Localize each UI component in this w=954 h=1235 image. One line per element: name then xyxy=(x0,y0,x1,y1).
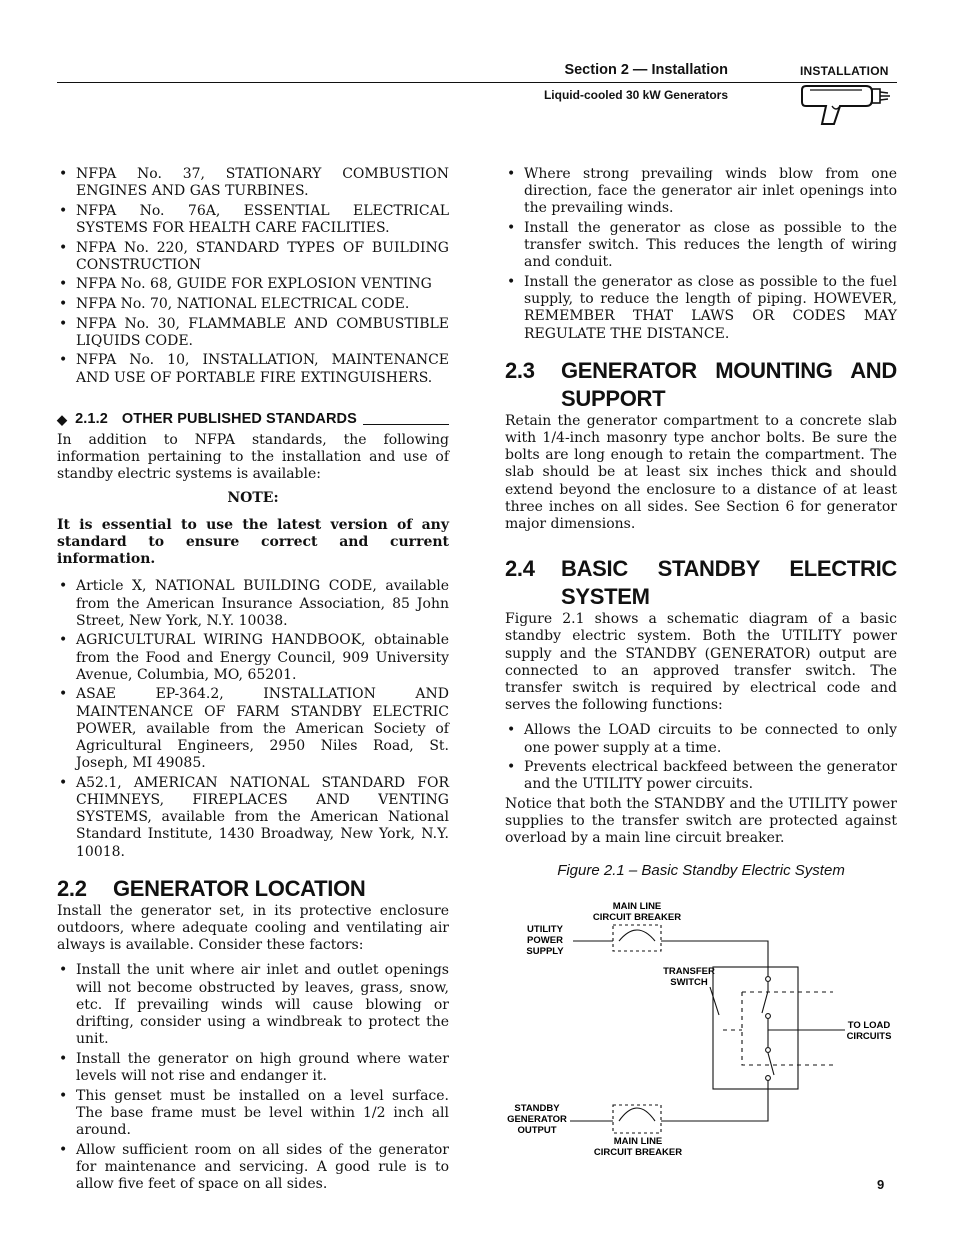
diagram-label-main-breaker-bottom: CIRCUIT BREAKER xyxy=(593,1147,683,1158)
subsection-intro: In addition to NFPA standards, the following information pertaining to the installation and use of standby electric systems is available: xyxy=(57,431,449,483)
utility-breaker-arc xyxy=(619,930,655,941)
page-number: 9 xyxy=(877,1177,885,1192)
standby-system-diagram xyxy=(505,895,905,1165)
diagram-label-standby: STANDBY xyxy=(514,1103,560,1114)
nfpa-list xyxy=(57,166,449,387)
subsection-heading xyxy=(57,411,449,428)
location-factors-continued-list xyxy=(505,166,897,343)
diagram-label-standby: OUTPUT xyxy=(517,1125,557,1136)
section-number: 2.2 xyxy=(57,875,87,901)
diagram-label-main-breaker-bottom: MAIN LINE xyxy=(613,1136,663,1147)
diamond-bullet-icon: ◆ xyxy=(57,411,68,427)
section-title: GENERATOR LOCATION xyxy=(113,875,366,901)
header-subtitle: Liquid-cooled 30 kW Generators xyxy=(543,88,728,102)
lower-switch-blade xyxy=(768,1053,774,1075)
list-item: • A52.1, AMERICAN NATIONAL STANDARD FOR CHIMNEYS, FIREPLACES AND VENTING SYSTEMS, available from the American National Standard Institute, 1430 Broadway, New York, N.Y. 10018. xyxy=(57,775,449,861)
list-item: • NFPA No. 30, FLAMMABLE AND COMBUSTIBLE LIQUIDS CODE. xyxy=(57,316,449,350)
section-2-3-body: Retain the generator compartment to a concrete slab with 1/4-inch masonry type anchor bolts. Be sure the bolts are long enough to retain the compartment. The slab should be at least six inches thick and should extend beyond the enclosure to a distance of at least three inches on all sides. See Section 6 for generator major dimensions. xyxy=(505,412,897,533)
note-heading: NOTE: xyxy=(227,489,279,506)
section-2-4-intro: Figure 2.1 shows a schematic diagram of a basic standby electric system. Both the UTILITY power supply and the STANDBY (GENERATOR) output are connected to an approved transfer switch. The transfer switch is required by electrical code and serves the following functions: xyxy=(505,611,897,714)
list-item: • NFPA No. 68, GUIDE FOR EXPLOSION VENTING xyxy=(57,276,449,293)
subsection-title: OTHER PUBLISHED STANDARDS xyxy=(121,410,357,427)
generator-breaker-arc xyxy=(619,1108,655,1121)
diagram-label-utility: UTILITY xyxy=(527,924,563,935)
switch-contact xyxy=(766,1048,771,1053)
diagram-label-load: CIRCUITS xyxy=(846,1031,892,1042)
section-2-2-intro: Install the generator set, in its protective enclosure outdoors, where adequate cooling and ventilating air always is available. Consider these factors: xyxy=(57,902,449,954)
switch-contact xyxy=(766,1076,771,1081)
transfer-switch-box xyxy=(713,967,798,1089)
transfer-switch-functions-list xyxy=(505,722,897,793)
location-factors-list xyxy=(57,962,449,1193)
list-item: • Article X, NATIONAL BUILDING CODE, available from the American Insurance Association, 85 John Street, New York, N.Y. 10038. xyxy=(57,578,449,630)
section-number: 2.3 xyxy=(505,357,535,383)
list-item: • Install the generator as close as possible to the transfer switch. This reduces the length of wiring and conduit. xyxy=(505,220,897,272)
list-item: • Install the generator on high ground where water levels will not rise and endanger it. xyxy=(57,1051,449,1085)
diagram-label-main-breaker-top: MAIN LINE xyxy=(612,901,662,912)
left-column xyxy=(57,166,449,1196)
load-output-line xyxy=(768,1019,845,1030)
upper-switch-blade xyxy=(762,982,768,1013)
diagram-label-standby: GENERATOR xyxy=(507,1114,567,1125)
section-number: 2.4 xyxy=(505,556,535,582)
mechanical-interlock xyxy=(723,992,833,1065)
list-item: • ASAE EP-364.2, INSTALLATION AND MAINTENANCE OF FARM STANDBY ELECTRIC POWER, available from the American Society of Agricultural Engineers, 2950 Niles Road, St. Joseph, MI 49085. xyxy=(57,686,449,772)
switch-contact xyxy=(766,977,771,982)
list-item: • Install the unit where air inlet and outlet openings will not become obstructed by leaves, grass, snow, etc. If prevailing winds will cause blowing or drifting, consider using a windbreak to protect the unit. xyxy=(57,962,449,1048)
list-item: • Allow sufficient room on all sides of the generator for maintenance and servicing. A good rule is to allow five feet of space on all sides. xyxy=(57,1142,449,1194)
section-2-4-closing: Notice that both the STANDBY and the UTILITY power supplies to the transfer switch are protected against overload by a main line circuit breaker. xyxy=(505,796,897,847)
list-item: • Where strong prevailing winds blow from one direction, face the generator air inlet openings into the prevailing winds. xyxy=(505,166,897,218)
figure-caption: Figure 2.1 – Basic Standby Electric System xyxy=(557,861,845,879)
section-title: GENERATOR MOUNTING AND SUPPORT xyxy=(561,357,897,411)
standards-list xyxy=(57,578,449,860)
list-item: • This genset must be installed on a level surface. The base frame must be level within 1/2 inch all around. xyxy=(57,1088,449,1140)
diagram-label-transfer-switch: TRANSFER xyxy=(663,966,715,977)
list-item: • NFPA No. 10, INSTALLATION, MAINTENANCE AND USE OF PORTABLE FIRE EXTINGUISHERS. xyxy=(57,352,449,386)
subsection-number: 2.1.2 xyxy=(75,410,108,427)
generator-to-switch-line xyxy=(661,1081,768,1121)
list-item: • Prevents electrical backfeed between the generator and the UTILITY power circuits. xyxy=(505,759,897,793)
section-2-3-heading xyxy=(505,357,897,413)
diagram-label-load: TO LOAD xyxy=(847,1020,891,1031)
header-rule xyxy=(57,82,897,83)
section-2-2-heading xyxy=(57,875,449,903)
drill-icon xyxy=(800,78,892,130)
utility-breaker-box xyxy=(613,925,661,951)
list-item: • NFPA No. 70, NATIONAL ELECTRICAL CODE. xyxy=(57,296,449,313)
note-text: It is essential to use the latest version of any standard to ensure correct and current information. xyxy=(57,516,449,568)
diagram-label-utility: SUPPLY xyxy=(526,946,564,957)
diagram-label-main-breaker-top: CIRCUIT BREAKER xyxy=(592,912,682,923)
list-item: • NFPA No. 76A, ESSENTIAL ELECTRICAL SYSTEMS FOR HEALTH CARE FACILITIES. xyxy=(57,203,449,237)
diagram-label-utility: POWER xyxy=(527,935,563,946)
list-item: • Allows the LOAD circuits to be connected to only one power supply at a time. xyxy=(505,722,897,756)
list-item: • NFPA No. 37, STATIONARY COMBUSTION ENGINES AND GAS TURBINES. xyxy=(57,166,449,200)
transfer-switch-leader xyxy=(710,987,719,1015)
right-column xyxy=(505,166,897,879)
list-item: • Install the generator as close as possible to the fuel supply, to reduce the length of piping. HOWEVER, REMEMBER THAT LAWS OR CODES MAY REGULATE THE DISTANCE. xyxy=(505,274,897,343)
header-installation-tag: INSTALLATION xyxy=(800,64,889,78)
list-item: • AGRICULTURAL WIRING HANDBOOK, obtainable from the Food and Energy Council, 909 University Avenue, Columbia, MO, 65201. xyxy=(57,632,449,684)
diagram-label-transfer-switch: SWITCH xyxy=(670,977,708,988)
list-item: • NFPA No. 220, STANDARD TYPES OF BUILDING CONSTRUCTION xyxy=(57,240,449,274)
header-section-title: Section 2 — Installation xyxy=(564,62,728,78)
switch-contact xyxy=(766,1014,771,1019)
section-title: BASIC STANDBY ELECTRIC SYSTEM xyxy=(561,556,897,610)
section-2-4-heading xyxy=(505,555,897,611)
subsection-rule xyxy=(363,424,449,425)
